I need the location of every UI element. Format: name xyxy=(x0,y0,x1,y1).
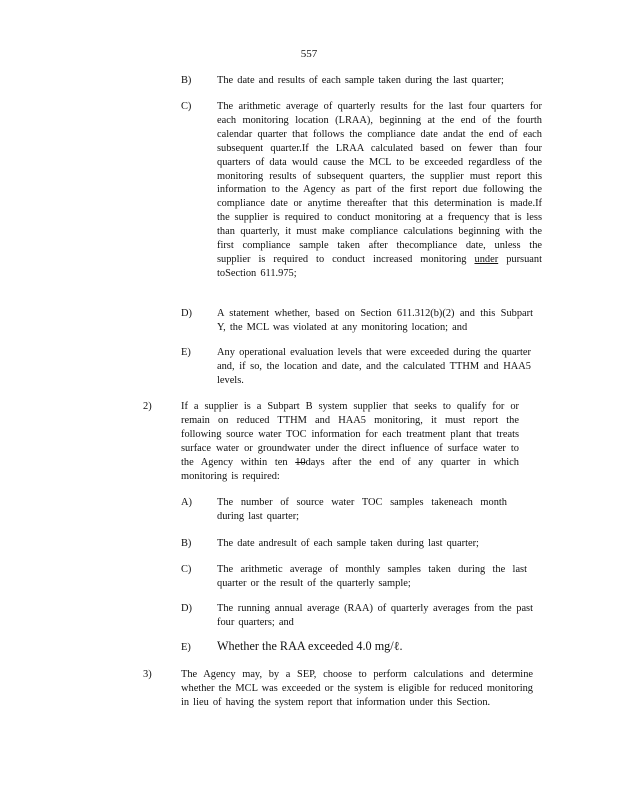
item-label: C) xyxy=(181,564,192,575)
text-run: pursuant toSection 611.975; xyxy=(217,253,542,279)
text-run: If a supplier is a Subpart B system supplier that seeks to qualify for or remain on reduced TTHM and HAA5 monitoring, it must report the following source water TOC information for each treatment plant that treats surface water or groundwater under the direct influence of surface water to the Agency within ten xyxy=(181,401,519,468)
item-text-a: The number of source water TOC samples takeneach month during last quarter; xyxy=(217,497,507,522)
item-label: B) xyxy=(181,75,192,86)
text-run: days after the end of any quarter in which monitoring is required: xyxy=(181,456,519,482)
item-text-c xyxy=(217,100,542,281)
item-label: B) xyxy=(181,538,192,549)
page-number: 557 xyxy=(300,48,318,60)
item-text-e: Whether the RAA exceeded 4.0 mg/ℓ. xyxy=(217,639,403,653)
item-label: D) xyxy=(181,308,192,319)
item-text-c: The arithmetic average of monthly samples taken during the last quarter or the result of the quarterly sample; xyxy=(217,564,527,589)
item-text-b: The date and results of each sample taken during the last quarter; xyxy=(217,75,504,86)
struck-deletion: 10 xyxy=(295,456,306,468)
item-text-d: The running annual average (RAA) of quarterly averages from the past four quarters; and xyxy=(217,603,533,628)
item-text-b: The date andresult of each sample taken during last quarter; xyxy=(217,538,479,549)
underlined-insertion: under xyxy=(474,253,499,265)
item-label: E) xyxy=(181,642,191,653)
item-label: E) xyxy=(181,347,191,358)
text-run: The arithmetic average of quarterly results for the last four quarters for each monitoring location (LRAA), beginning at the end of the fourth calendar quarter that follows the compliance date andat the end of each subsequent quarter.If the LRAA calculated based on fewer than four quarters of data would cause the MCL to be exceeded regardless of the monitoring results of subsequent quarters, the supplier must report this information to the Agency as part of the first report due following the compliance date or anytime thereafter that this determination is made.If the supplier is required to conduct monitoring at a frequency that is less than quarterly, it must make compliance calculations beginning with the first compliance sample taken after thecompliance date, unless the supplier is required to conduct increased monitoring xyxy=(217,101,542,265)
item-text-e: Any operational evaluation levels that were exceeded during the quarter and, if so, the location and date, and the calculated TTHM and HAA5 levels. xyxy=(217,347,531,386)
paragraph-text-3: The Agency may, by a SEP, choose to perform calculations and determine whether the MCL was exceeded or the system is eligible for reduced monitoring in lieu of having the system report that information under this Section. xyxy=(181,669,533,708)
paragraph-label: 3) xyxy=(143,669,152,680)
paragraph-text-2 xyxy=(181,400,519,483)
item-label: C) xyxy=(181,101,192,112)
item-label: D) xyxy=(181,603,192,614)
item-text-d: A statement whether, based on Section 611.312(b)(2) and this Subpart Y, the MCL was violated at any monitoring location; and xyxy=(217,308,533,333)
paragraph-label: 2) xyxy=(143,401,152,412)
item-label: A) xyxy=(181,497,192,508)
